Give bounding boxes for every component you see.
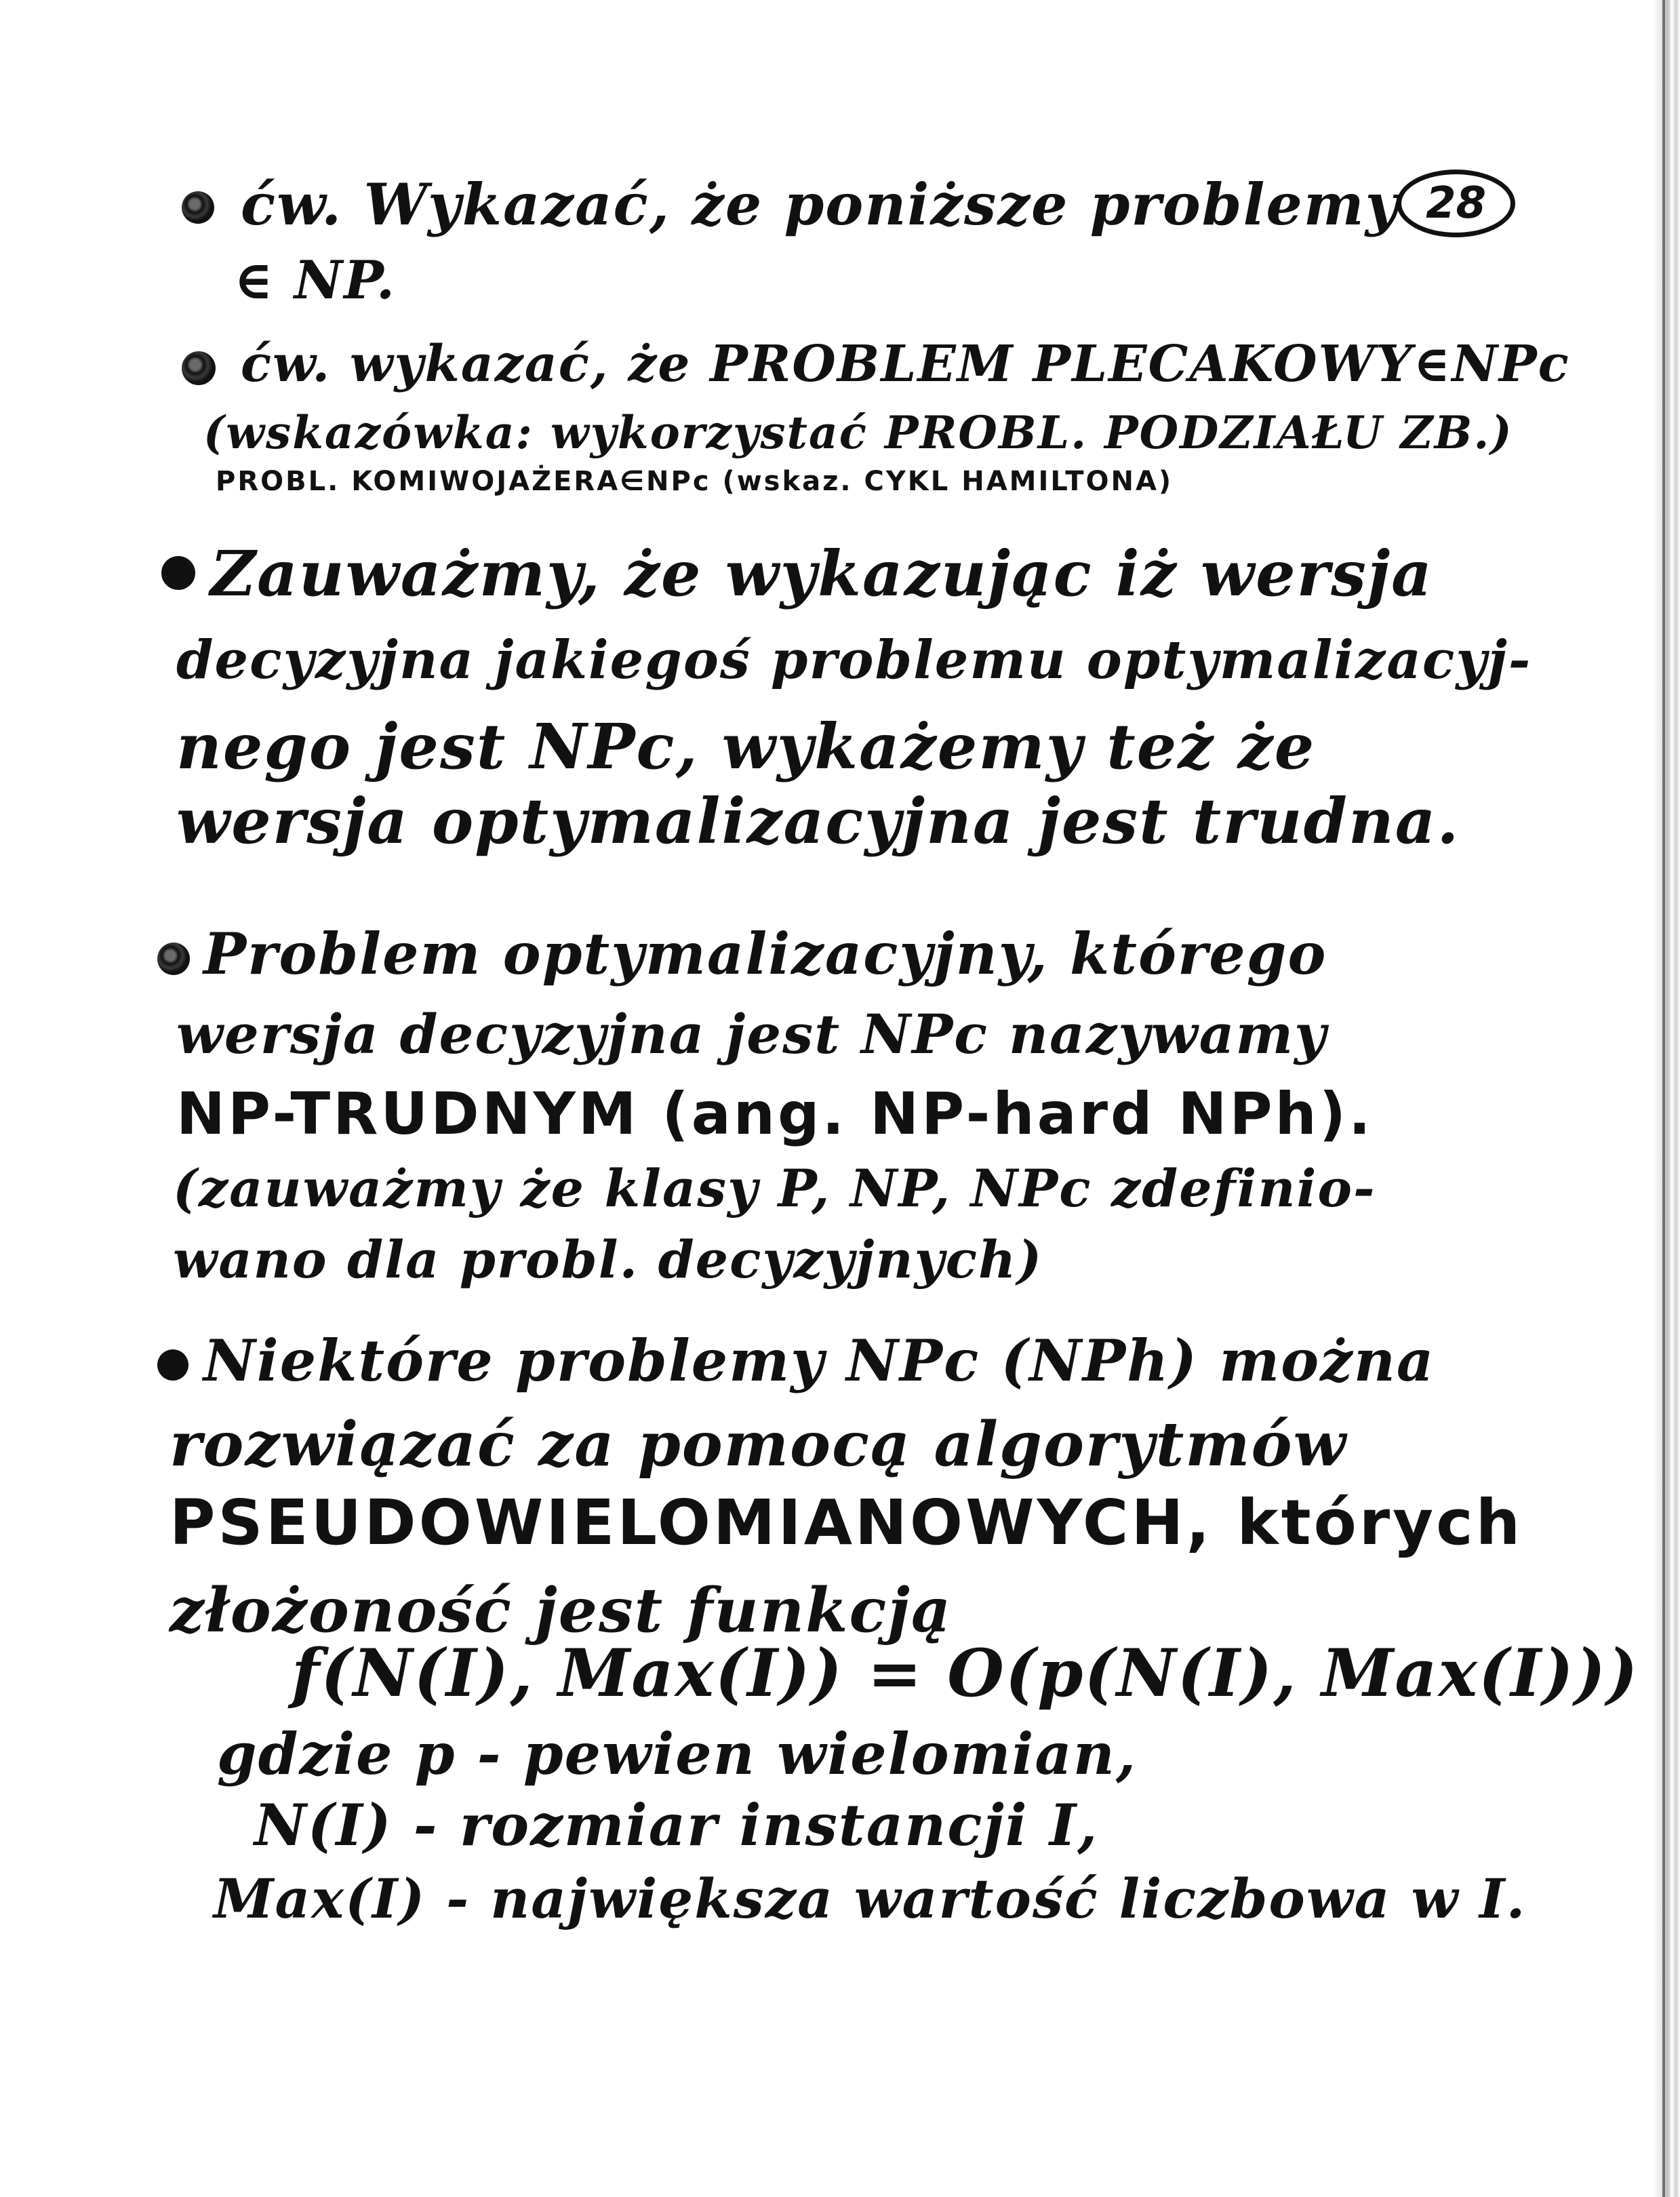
note-line: wano dla probl. decyzyjnych) bbox=[173, 1229, 1043, 1290]
binding-edge bbox=[1653, 0, 1680, 2197]
note-line: (wskazówka: wykorzystać PROBL. PODZIAŁU ZB.) bbox=[203, 406, 1513, 459]
note-line: NP-TRUDNYM (ang. NP-hard NPh). bbox=[176, 1080, 1374, 1148]
note-line: gdzie p - pewien wielomian, bbox=[217, 1720, 1138, 1787]
note-line: rozwiązać za pomocą algorytmów bbox=[169, 1408, 1347, 1480]
note-line: wersja decyzyjna jest NPc nazywamy bbox=[176, 1002, 1327, 1066]
bullet-icon bbox=[182, 351, 216, 385]
note-line: PSEUDOWIELOMIANOWYCH, których bbox=[169, 1486, 1523, 1559]
note-line: (zauważmy że klasy P, NP, NPc zdefinio- bbox=[173, 1158, 1376, 1219]
note-line: ćw. Wykazać, że poniższe problemy bbox=[241, 171, 1400, 238]
note-line: złożoność jest funkcją bbox=[169, 1575, 953, 1646]
note-line: PROBL. KOMIWOJAŻERA∈NPc (wskaz. CYKL HAMILTONA) bbox=[216, 466, 1174, 497]
note-line: wersja optymalizacyjna jest trudna. bbox=[176, 785, 1460, 858]
note-line: decyzyjna jakiegoś problemu optymalizacyj- bbox=[176, 629, 1532, 691]
note-line: nego jest NPc, wykażemy też że bbox=[176, 710, 1316, 783]
note-line: Zauważmy, że wykazując iż wersja bbox=[210, 537, 1433, 610]
note-line: N(I) - rozmiar instancji I, bbox=[254, 1792, 1099, 1859]
note-line: Problem optymalizacyjny, którego bbox=[203, 920, 1327, 987]
binding-line bbox=[1662, 0, 1665, 2197]
note-line: ćw. wykazać, że PROBLEM PLECAKOWY∈NPc bbox=[241, 335, 1570, 393]
page-number: 28 bbox=[1397, 170, 1515, 237]
bullet-icon bbox=[161, 556, 195, 590]
bullet-icon bbox=[157, 1349, 188, 1381]
note-line: ∈ NP. bbox=[234, 250, 397, 311]
note-line: Max(I) - największa wartość liczbowa w I. bbox=[214, 1867, 1527, 1931]
bullet-icon bbox=[182, 191, 214, 224]
note-line: Niektóre problemy NPc (NPh) można bbox=[203, 1327, 1435, 1394]
note-line: f(N(I), Max(I)) = O(p(N(I), Max(I))) bbox=[292, 1635, 1639, 1711]
bullet-icon bbox=[157, 943, 190, 975]
